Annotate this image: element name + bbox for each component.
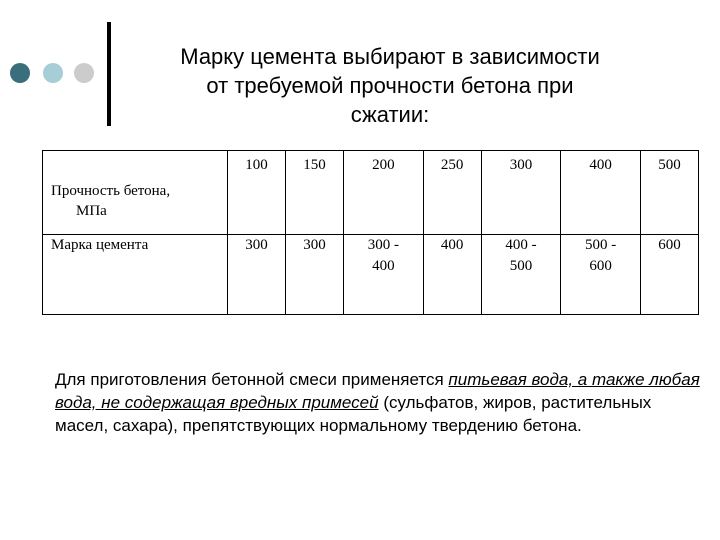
note-emphasis: питьевая вода, а также любая вода, не содержащая вредных примесей xyxy=(55,370,700,412)
table-cell xyxy=(286,235,344,315)
cell-line: 400 xyxy=(372,258,395,274)
title-line: от требуемой прочности бетона при xyxy=(206,73,574,98)
table-cell xyxy=(228,235,286,315)
dot-grey-icon xyxy=(74,63,94,83)
vertical-divider xyxy=(107,22,111,126)
table-cell xyxy=(344,235,424,315)
cell-line: 300 xyxy=(245,237,268,253)
note-text: Для приготовления бетонной смеси применяется xyxy=(55,370,449,389)
row-header-grade: Марка цемента xyxy=(43,235,228,315)
cement-grade-table xyxy=(42,150,699,315)
dot-light-icon xyxy=(43,63,63,83)
cell-line: 500 xyxy=(509,258,533,274)
cell-line: 400 xyxy=(440,237,464,253)
title-line: сжатии: xyxy=(350,102,430,127)
table-cell: 100 xyxy=(228,151,286,235)
table-cell xyxy=(423,235,481,315)
table-cell: 500 xyxy=(640,151,698,235)
cell-line: 400 - xyxy=(505,237,537,253)
table-cell xyxy=(561,235,641,315)
cell-line: 300 xyxy=(303,237,326,253)
table-row-grade xyxy=(43,235,699,315)
table-cell: 150 xyxy=(286,151,344,235)
cell-line: 600 xyxy=(658,237,681,253)
table-cell xyxy=(640,235,698,315)
row-header-strength xyxy=(43,151,228,235)
table-cell: 200 xyxy=(344,151,424,235)
water-requirement-note xyxy=(55,368,700,437)
title-line: Марку цемента выбирают в зависимости xyxy=(180,44,600,69)
table-cell: 250 xyxy=(423,151,481,235)
note-text: (сульфатов, жиров, растительных масел, сахара), препятствующих нормальному твердению бетона. xyxy=(55,393,652,435)
table-cell: 400 xyxy=(561,151,641,235)
dot-dark-icon xyxy=(10,63,30,83)
cell-line: 500 - xyxy=(584,237,617,253)
row-label: Прочность бетона, xyxy=(51,183,171,199)
table-cell: 300 xyxy=(481,151,561,235)
slide-title xyxy=(150,42,630,129)
row-label-unit: МПа xyxy=(76,203,107,219)
table-cell xyxy=(481,235,561,315)
table-row-strength xyxy=(43,151,699,235)
decorative-dots xyxy=(10,63,100,87)
cell-line: 300 - xyxy=(367,237,399,253)
cell-line: 600 xyxy=(589,258,612,274)
